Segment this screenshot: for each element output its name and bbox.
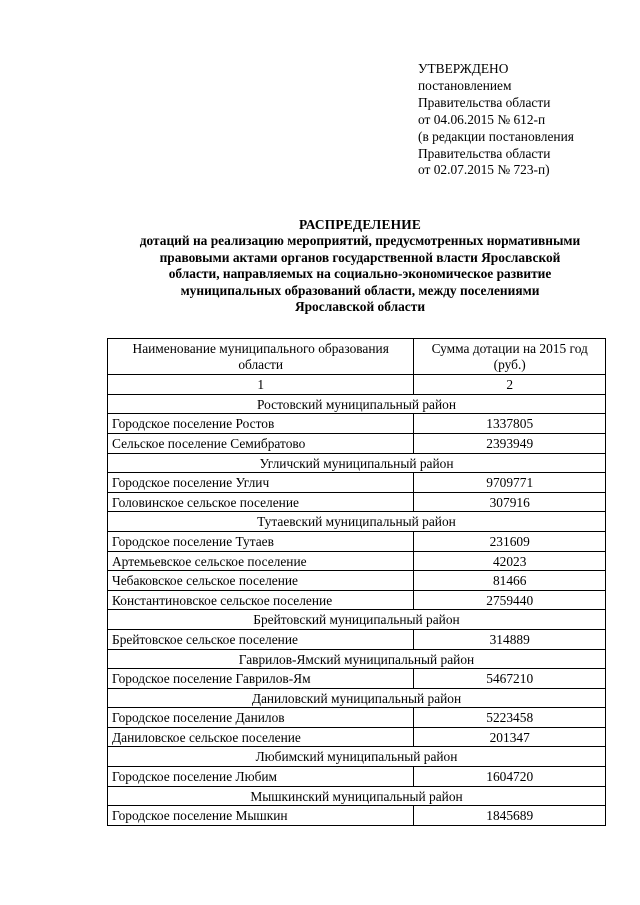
approval-line: постановлением: [418, 77, 512, 93]
header-name: Наименование муниципального образования области: [108, 339, 414, 375]
column-number: 1: [108, 375, 414, 395]
table-row: [108, 433, 606, 453]
settlement-name: Городское поселение Данилов: [108, 708, 414, 728]
table-row: [108, 806, 606, 826]
table-row: [108, 727, 606, 747]
subsidy-amount: 81466: [414, 571, 606, 591]
table-row: [108, 629, 606, 649]
table-row: [108, 708, 606, 728]
subsidy-amount: 231609: [414, 531, 606, 551]
approval-line: от 02.07.2015 № 723-п): [418, 162, 550, 178]
approval-line: Правительства области: [418, 94, 551, 110]
subsidy-amount: 314889: [414, 629, 606, 649]
district-name: Любимский муниципальный район: [108, 747, 606, 767]
approval-line: УТВЕРЖДЕНО: [418, 61, 509, 76]
district-name: Даниловский муниципальный район: [108, 688, 606, 708]
subsidy-amount: 5467210: [414, 669, 606, 689]
district-row: [108, 649, 606, 669]
district-row: [108, 610, 606, 630]
title-main: РАСПРЕДЕЛЕНИЕ: [299, 217, 421, 232]
title-line: правовыми актами органов государственной власти Ярославской: [159, 249, 561, 265]
district-name: Тутаевский муниципальный район: [108, 512, 606, 532]
approval-line: Правительства области: [418, 145, 551, 161]
subsidy-amount: 5223458: [414, 708, 606, 728]
district-name: Ростовский муниципальный район: [108, 394, 606, 414]
table-header-row: [108, 339, 606, 375]
table-row: [108, 473, 606, 493]
district-row: [108, 394, 606, 414]
subsidy-amount: 2759440: [414, 590, 606, 610]
title-line: Ярославской области: [294, 299, 426, 315]
settlement-name: Чебаковское сельское поселение: [108, 571, 414, 591]
header-amount: Сумма дотации на 2015 год (руб.): [414, 339, 606, 375]
district-row: [108, 786, 606, 806]
settlement-name: Городское поселение Гаврилов-Ям: [108, 669, 414, 689]
table-row: [108, 414, 606, 434]
subsidy-amount: 42023: [414, 551, 606, 571]
settlement-name: Брейтовское сельское поселение: [108, 629, 414, 649]
district-row: [108, 512, 606, 532]
subsidy-amount: 2393949: [414, 433, 606, 453]
district-name: Угличский муниципальный район: [108, 453, 606, 473]
title-line: муниципальных образований области, между поселениями: [180, 282, 540, 298]
subsidy-amount: 1604720: [414, 767, 606, 787]
district-row: [108, 688, 606, 708]
table-row: [108, 551, 606, 571]
table-row: [108, 590, 606, 610]
title-line: дотаций на реализацию мероприятий, предусмотренных нормативными: [139, 233, 581, 249]
table-row: [108, 669, 606, 689]
subsidy-amount: 9709771: [414, 473, 606, 493]
settlement-name: Городское поселение Мышкин: [108, 806, 414, 826]
table-row: [108, 531, 606, 551]
district-row: [108, 747, 606, 767]
subsidy-amount: 307916: [414, 492, 606, 512]
approval-line: (в редакции постановления: [418, 128, 574, 144]
district-row: [108, 453, 606, 473]
settlement-name: Городское поселение Углич: [108, 473, 414, 493]
district-name: Брейтовский муниципальный район: [108, 610, 606, 630]
distribution-table: [107, 338, 606, 826]
subsidy-amount: 201347: [414, 727, 606, 747]
column-number: 2: [414, 375, 606, 395]
approval-stamp: [418, 61, 628, 179]
settlement-name: Головинское сельское поселение: [108, 492, 414, 512]
settlement-name: Константиновское сельское поселение: [108, 590, 414, 610]
subsidy-amount: 1337805: [414, 414, 606, 434]
table-row: [108, 767, 606, 787]
table-row: [108, 492, 606, 512]
settlement-name: Артемьевское сельское поселение: [108, 551, 414, 571]
settlement-name: Сельское поселение Семибратово: [108, 433, 414, 453]
document-title: [96, 217, 624, 315]
settlement-name: Городское поселение Ростов: [108, 414, 414, 434]
district-name: Гаврилов-Ямский муниципальный район: [108, 649, 606, 669]
settlement-name: Даниловское сельское поселение: [108, 727, 414, 747]
settlement-name: Городское поселение Любим: [108, 767, 414, 787]
title-line: области, направляемых на социально-экономическое развитие: [168, 266, 552, 282]
subsidy-amount: 1845689: [414, 806, 606, 826]
table-row: [108, 571, 606, 591]
settlement-name: Городское поселение Тутаев: [108, 531, 414, 551]
district-name: Мышкинский муниципальный район: [108, 786, 606, 806]
approval-line: от 04.06.2015 № 612-п: [418, 111, 546, 127]
column-number-row: [108, 375, 606, 395]
